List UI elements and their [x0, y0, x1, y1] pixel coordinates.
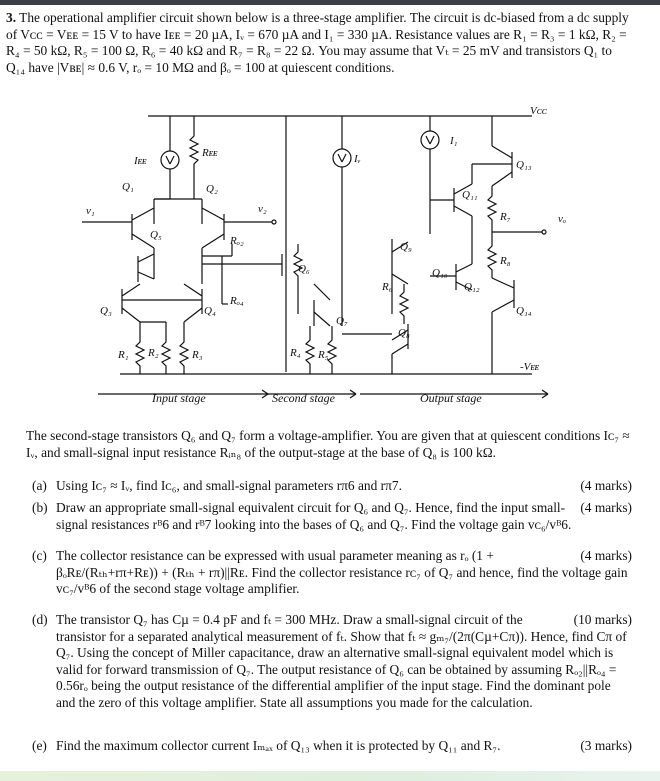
label-q6: Q₆ — [298, 263, 310, 275]
resistor-r6-output — [400, 284, 408, 324]
label-q14: Q₁₄ — [516, 305, 532, 317]
label-vo: vₒ — [558, 213, 567, 225]
part-d — [32, 612, 632, 712]
label-q8: Q₈ — [398, 327, 410, 339]
label-q10: Q₁₀ — [432, 267, 448, 279]
resistor-r7 — [488, 186, 496, 228]
label-r1: R₁ — [118, 349, 129, 361]
current-source-iee — [161, 151, 179, 169]
part-marks: (4 marks) — [580, 500, 632, 515]
label-second-stage: Second stage — [272, 391, 335, 405]
part-label: (a) — [32, 478, 47, 493]
current-source-ii — [421, 131, 439, 149]
part-c — [32, 548, 632, 598]
resistor-r6-second — [306, 326, 314, 374]
label-q7: Q₇ — [336, 315, 348, 327]
part-label: (e) — [32, 738, 47, 753]
label-q4: Q₄ — [204, 305, 216, 317]
label-v1: v₁ — [86, 205, 95, 217]
resistor-r3 — [180, 322, 188, 374]
label-iee: Iᴇᴇ — [134, 155, 147, 167]
label-input-stage: Input stage — [152, 391, 206, 405]
resistor-r1 — [136, 322, 144, 374]
part-text: The collector resistance can be expressed with usual parameter meaning as rₒ (1 + βₒRᴇ/(Rₜₕ+rπ+Rᴇ)) + (Rₜₕ + rπ)||Rᴇ. Find the collector resistance rᴄ₇ of Q₇ and hence, find the voltage gain vᴄ₇/vᴮ6 of the second stage voltage amplifier. — [56, 548, 628, 597]
label-q11: Q₁₁ — [462, 189, 478, 201]
resistor-r5 — [328, 326, 336, 374]
label-r5: R₅ — [318, 349, 329, 361]
resistor-r4 — [294, 244, 302, 314]
label-output-stage: Output stage — [420, 391, 482, 405]
label-ro4: Rₒ₄ — [230, 295, 244, 307]
label-r6: R₆ — [382, 281, 393, 293]
label-q9: Q₉ — [400, 241, 412, 253]
label-r3: R₃ — [192, 349, 203, 361]
part-label: (c) — [32, 548, 47, 563]
part-text: Find the maximum collector current Iₘₐₓ of Q₁₃ when it is protected by Q₁₁ and R₇. — [56, 738, 501, 753]
part-marks: (3 marks) — [580, 738, 632, 753]
resistor-ree — [190, 116, 198, 199]
label-q3: Q₃ — [100, 305, 112, 317]
label-vcc: Vᴄᴄ — [530, 105, 547, 117]
current-source-iv — [333, 149, 351, 167]
label-q13: Q₁₃ — [516, 159, 532, 171]
label-ro2: Rₒ₂ — [230, 235, 244, 247]
label-ree: Rᴇᴇ — [202, 147, 218, 159]
part-b — [32, 500, 632, 533]
label-vee: -Vᴇᴇ — [520, 361, 539, 373]
label-q12: Q₁₂ — [464, 281, 480, 293]
label-q2: Q₂ — [206, 183, 218, 195]
question-number: 3. — [6, 10, 17, 25]
label-r7: R₇ — [500, 211, 511, 223]
label-r4: R₄ — [290, 347, 301, 359]
part-marks: (4 marks) — [580, 548, 632, 563]
part-text: The transistor Q₇ has Cµ = 0.4 pF and fₜ = 300 MHz. Draw a small-signal circuit of the transistor for a separated analytical measurement of fₜ. Show that fₜ ≈ gₘ₇/(2π(Cµ+Cπ)). Hence, find Cπ of Q₇. Using the concept of Miller capacitance, draw an alternative small-signal equivalent model which is valid for forward transmission of Q₇. The output resistance of Q₆ can be obtained by assuming Rₒ₂||Rₒ₄ = 0.56rₒ being the output resistance of the differential amplifier of the input stage. Find the dominant pole and the zero of this voltage amplifier. State all assumptions you made for the calculation. — [56, 612, 627, 710]
label-v2: v₂ — [258, 203, 267, 215]
part-marks: (10 marks) — [573, 612, 632, 627]
part-e — [32, 738, 632, 755]
part-marks: (4 marks) — [580, 478, 632, 493]
intro-text: The second-stage transistors Q₆ and Q₇ form a voltage-amplifier. You are given that at quiescent conditions Iᴄ₇ ≈ Iᵥ, and small-signal input resistance Rᵢₙ₈ of the output-stage at the base of Q₈ is 100 kΩ. — [26, 428, 630, 460]
label-q5: Q₅ — [150, 229, 162, 241]
circuit-diagram — [86, 104, 567, 406]
question-text — [6, 10, 634, 76]
part-text: Using Iᴄ₇ ≈ Iᵥ, find Iᴄ₆, and small-signal parameters rπ6 and rπ7. — [56, 478, 402, 493]
part-a — [32, 478, 632, 495]
label-r2: R₂ — [148, 347, 159, 359]
part-label: (b) — [32, 500, 48, 515]
resistor-r2 — [162, 322, 170, 374]
resistor-r8 — [488, 236, 496, 278]
bottom-border — [0, 771, 660, 781]
label-ii: I₁ — [450, 135, 458, 147]
top-border — [0, 0, 660, 5]
question-body: The operational amplifier circuit shown below is a three-stage amplifier. The circuit is dc-biased from a dc supply of Vᴄᴄ = Vᴇᴇ = 15 V to have Iᴇᴇ = 20 µA, Iᵥ = 670 µA and I₁ = 330 µA. Resistance values are R₁ = R₃ = 1 kΩ, R₂ = R₄ = 50 kΩ, R₅ = 100 Ω, R₆ = 40 kΩ and R₇ = R₈ = 22 Ω. You may assume that Vₜ = 25 mV and transistors Q₁ to Q₁₄ have |Vʙᴇ| ≈ 0.6 V, rₒ = 10 MΩ and βₒ = 100 at quiescent conditions. — [6, 10, 629, 75]
label-r8: R₈ — [500, 255, 511, 267]
label-q1: Q₁ — [122, 181, 134, 193]
part-text: Draw an appropriate small-signal equivalent circuit for Q₆ and Q₇. Hence, find the input small-signal resistances rᴮ6 and rᴮ7 looking into the bases of Q₆ and Q₇. Find the voltage gain vᴄ₆/vᴮ6. — [56, 500, 572, 532]
label-iv: Iᵥ — [354, 153, 361, 165]
part-label: (d) — [32, 612, 48, 627]
